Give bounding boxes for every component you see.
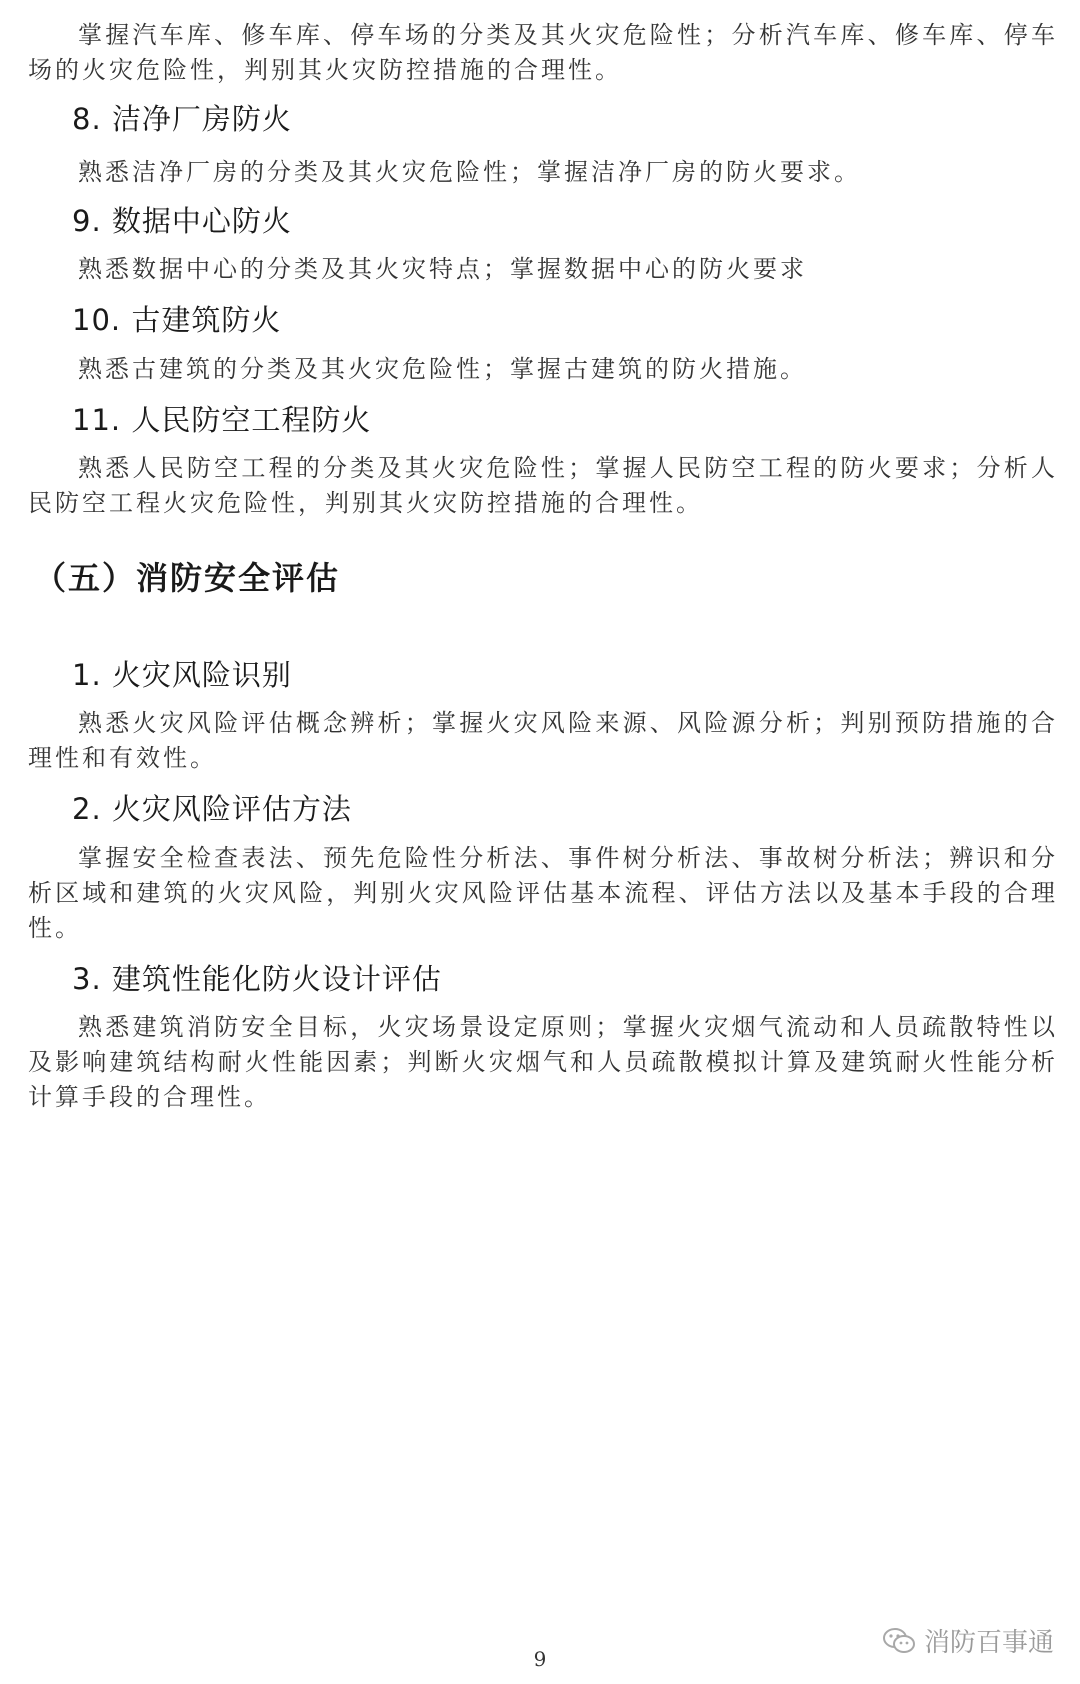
page-number: 9 bbox=[533, 1647, 547, 1671]
watermark bbox=[882, 1622, 1054, 1659]
heading-ancient-building: 10. 古建筑防火 bbox=[72, 303, 282, 337]
paragraph-performance-design: 熟悉建筑消防安全目标，火灾场景设定原则；掌握火灾烟气流动和人员疏散特性以及影响建筑结构耐火性能因素；判断火灾烟气和人员疏散模拟计算及建筑耐火性能分析计算手段的合理性。 bbox=[28, 1013, 1058, 1111]
heading-risk-identification: 1. 火灾风险识别 bbox=[72, 658, 292, 692]
heading-risk-assessment-methods: 2. 火灾风险评估方法 bbox=[72, 792, 352, 826]
heading-performance-design: 3. 建筑性能化防火设计评估 bbox=[72, 962, 442, 996]
paragraph-garage: 掌握汽车库、修车库、停车场的分类及其火灾危险性；分析汽车库、修车库、停车场的火灾危险性，判别其火灾防控措施的合理性。 bbox=[28, 21, 1058, 84]
heading-civil-air-defense: 11. 人民防空工程防火 bbox=[72, 403, 372, 437]
paragraph-data-center: 熟悉数据中心的分类及其火灾特点；掌握数据中心的防火要求 bbox=[78, 255, 807, 283]
paragraph-ancient-building: 熟悉古建筑的分类及其火灾危险性；掌握古建筑的防火措施。 bbox=[78, 355, 807, 383]
paragraph-civil-air-defense: 熟悉人民防空工程的分类及其火灾危险性；掌握人民防空工程的防火要求；分析人民防空工程火灾危险性，判别其火灾防控措施的合理性。 bbox=[28, 454, 1058, 517]
paragraph-risk-identification: 熟悉火灾风险评估概念辨析；掌握火灾风险来源、风险源分析；判别预防措施的合理性和有效性。 bbox=[28, 709, 1058, 772]
wechat-icon bbox=[882, 1627, 916, 1655]
paragraph-risk-assessment-methods: 掌握安全检查表法、预先危险性分析法、事件树分析法、事故树分析法；辨识和分析区域和建筑的火灾风险，判别火灾风险评估基本流程、评估方法以及基本手段的合理性。 bbox=[28, 844, 1058, 942]
heading-data-center: 9. 数据中心防火 bbox=[72, 204, 292, 238]
paragraph-clean-room: 熟悉洁净厂房的分类及其火灾危险性；掌握洁净厂房的防火要求。 bbox=[78, 158, 861, 186]
watermark-text: 消防百事通 bbox=[923, 1628, 1054, 1658]
heading-clean-room: 8. 洁净厂房防火 bbox=[72, 102, 292, 136]
section-title-safety-assessment: （五）消防安全评估 bbox=[34, 559, 341, 597]
